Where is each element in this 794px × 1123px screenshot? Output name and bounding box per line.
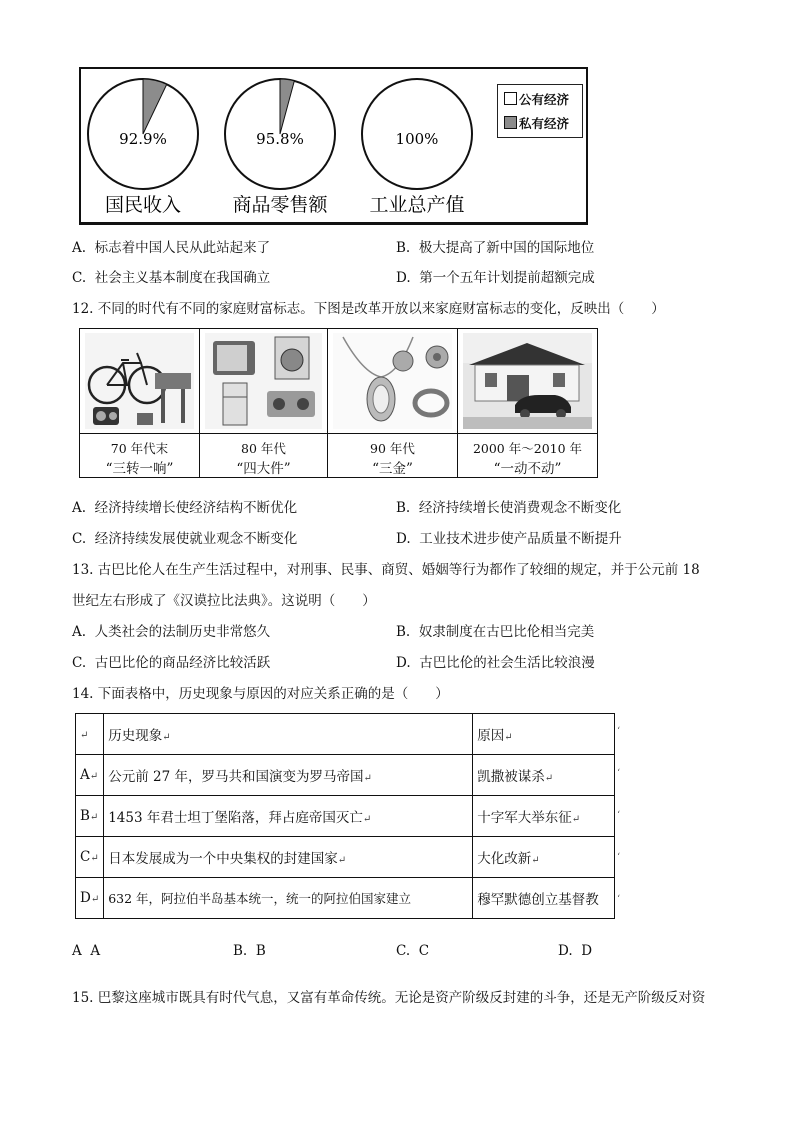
legend-swatch-public [504,92,517,105]
q13-option-a[interactable]: A. 人类社会的法制历史非常悠久 [72,624,271,640]
table-row-key: C↵ [76,837,104,878]
q14-option-c[interactable]: C. C [396,943,430,959]
history-cause-table [75,713,615,919]
pie-percent-label: 92.9% [119,130,167,148]
table-row [76,796,615,837]
period-cell-80s [200,329,328,477]
q13-stem-line2: 世纪左右形成了《汉谟拉比法典》。这说明（ ） [72,593,376,609]
period-era-90s: 90 年代 [370,441,415,456]
pie-percent-label: 95.8% [256,130,304,148]
wealth-symbol-table [79,328,598,478]
table-cell: 穆罕默德创立基督教 [473,878,615,919]
period-label-70s: “三转一响” [105,461,174,477]
table-cell: 632 年，阿拉伯半岛基本统一，统一的阿拉伯国家建立 [104,878,473,919]
pie-chart-label: 国民收入 [104,194,182,216]
table-row [76,878,615,919]
q12-option-b[interactable]: B. 经济持续增长使消费观念不断变化 [396,500,622,516]
q13-option-d[interactable]: D. 古巴比伦的社会生活比较浪漫 [396,655,595,671]
gold-jewelry-image [333,333,452,429]
q14-option-d[interactable]: D. D [558,943,593,959]
tv-washer-fridge-recorder-image [205,333,322,429]
q15-stem: 15. 巴黎这座城市既具有时代气息，又富有革命传统。无论是资产阶级反封建的斗争，还是无产阶级反对资 [72,990,706,1006]
legend-swatch-private [504,116,517,129]
period-cell-2000s [458,329,597,477]
table-header-phenomenon: 历史现象↵ [104,714,473,755]
table-cell: 日本发展成为一个中央集权的封建国家↵ [104,837,473,878]
table-row-key: D↵ [76,878,104,919]
q13-option-c[interactable]: C. 古巴比伦的商品经济比较活跃 [72,655,271,671]
table-cell: 公元前 27 年，罗马共和国演变为罗马帝国↵ [104,755,473,796]
period-cell-70s [80,329,200,477]
table-row [76,837,615,878]
period-era-2000s: 2000 年～2010 年 [472,441,583,456]
legend-item-public: 公有经济 [504,90,569,108]
table-row [76,755,615,796]
table-cell: 凯撒被谋杀↵ [473,755,615,796]
table-cell: 1453 年君士坦丁堡陷落，拜占庭帝国灭亡↵ [104,796,473,837]
q12-stem: 12. 不同的时代有不同的家庭财富标志。下图是改革开放以来家庭财富标志的变化，反映出（ ） [72,301,665,317]
bicycle-sewing-machine-radio-image [85,333,194,429]
table-row-key: A↵ [76,755,104,796]
q13-option-b[interactable]: B. 奴隶制度在古巴比伦相当完美 [396,624,595,640]
q11-option-c[interactable]: C. 社会主义基本制度在我国确立 [72,270,271,286]
q11-option-a[interactable]: A. 标志着中国人民从此站起来了 [72,240,271,256]
q14-option-b[interactable]: B. B [233,943,266,959]
house-and-car-image [463,333,592,429]
pie-chart-label: 工业总产值 [369,194,465,216]
pie-percent-label: 100% [395,130,439,148]
table-cell: ↵ [76,714,104,755]
period-era-80s: 80 年代 [241,441,286,456]
period-label-2000s: “一动不动” [493,461,562,477]
table-header-cause: 原因↵ [473,714,615,755]
period-label-80s: “四大件” [236,461,291,477]
table-cell: 大化改新↵ [473,837,615,878]
chart-legend [497,84,583,138]
table-cell: 十字军大举东征↵ [473,796,615,837]
table-header-row [76,714,615,755]
legend-item-private: 私有经济 [504,114,569,132]
q11-option-b[interactable]: B. 极大提高了新中国的国际地位 [396,240,595,256]
q14-option-a[interactable]: A A [72,943,101,959]
q12-option-d[interactable]: D. 工业技术进步使产品质量不断提升 [396,531,622,547]
period-cell-90s [328,329,458,477]
q12-option-a[interactable]: A. 经济持续增长使经济结构不断优化 [72,500,298,516]
q13-stem-line1: 13. 古巴比伦人在生产生活过程中，对刑事、民事、商贸、婚姻等行为都作了较细的规定，并于公元前 18 [72,562,700,578]
q12-option-c[interactable]: C. 经济持续发展使就业观念不断变化 [72,531,298,547]
table-row-key: B↵ [76,796,104,837]
q14-stem: 14. 下面表格中，历史现象与原因的对应关系正确的是（ ） [72,686,449,702]
pie-chart-label: 商品零售额 [232,194,328,216]
period-era-70s: 70 年代末 [110,441,169,456]
q11-option-d[interactable]: D. 第一个五年计划提前超额完成 [396,270,595,286]
period-label-90s: “三金” [372,461,413,477]
